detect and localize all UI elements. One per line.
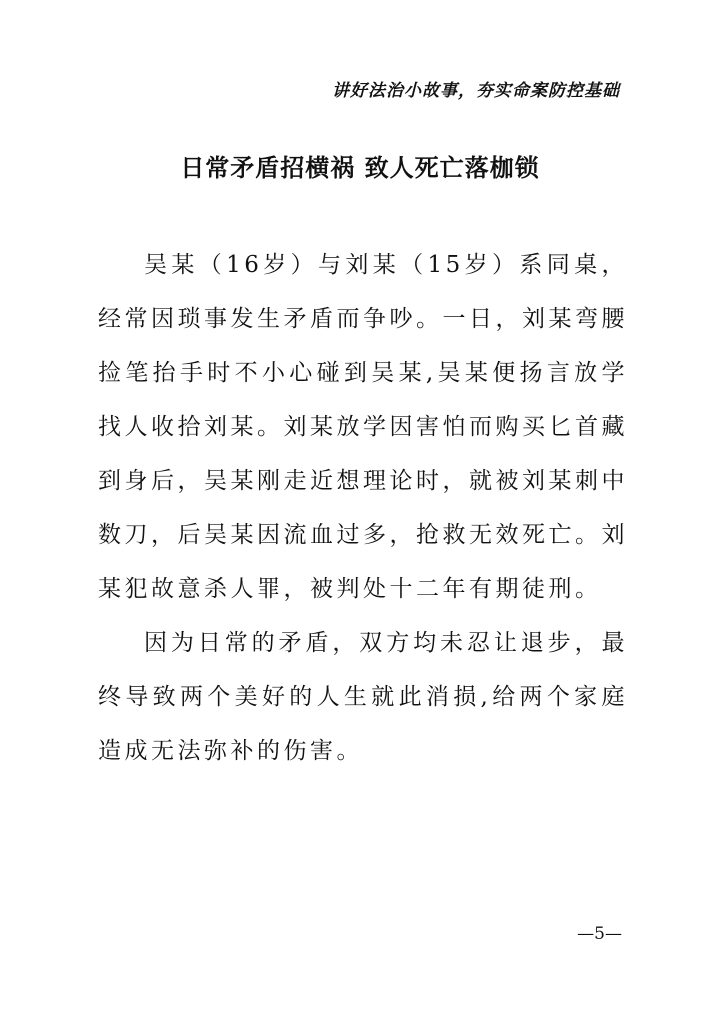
article-title: 日常矛盾招横祸 致人死亡落枷锁 <box>180 153 540 182</box>
article-paragraph-2: 因为日常的矛盾，双方均未忍让退步，最终导致两个美好的人生就此消损,给两个家庭造成无法弥补的伤害。 <box>98 630 628 764</box>
article-paragraph-1: 吴某（16岁）与刘某（15岁）系同桌，经常因琐事发生矛盾而争吵。一日，刘某弯腰捡笔抬手时不小心碰到吴某,吴某便扬言放学找人收拾刘某。刘某放学因害怕而购买匕首藏到身后，吴某刚走近想理论时，就被刘某刺中数刀，后吴某因流血过多，抢救无效死亡。刘某犯故意杀人罪，被判处十二年有期徒刑。 <box>98 252 628 602</box>
page-header: 讲好法治小故事，夯实命案防控基础 <box>332 81 620 101</box>
article-body <box>98 238 628 778</box>
page-number: —5— <box>577 924 622 944</box>
